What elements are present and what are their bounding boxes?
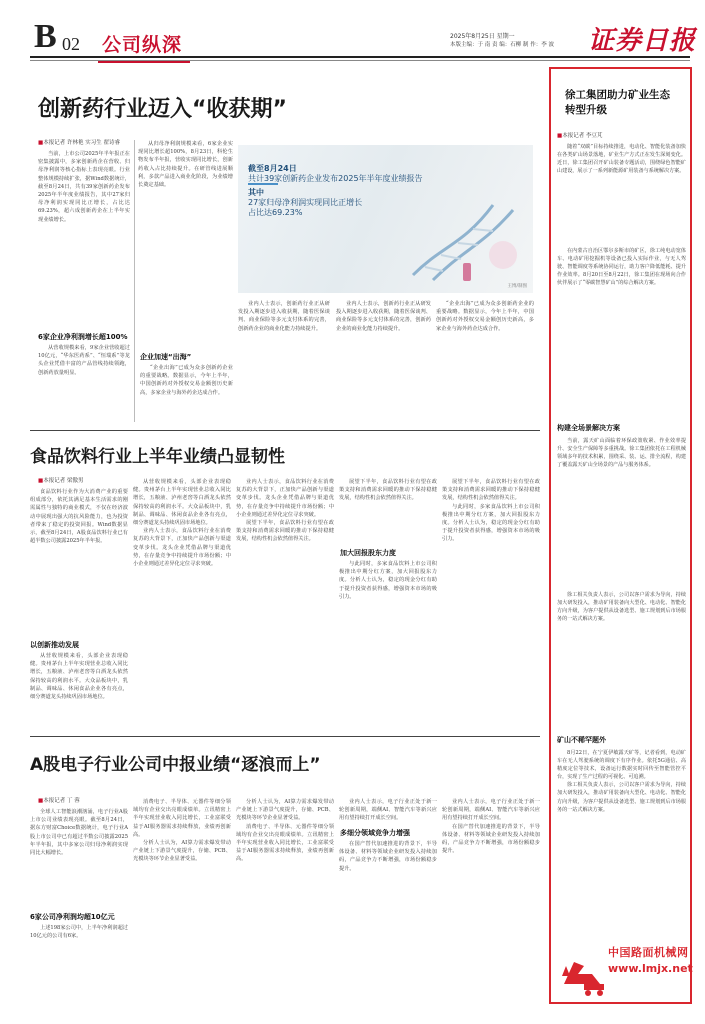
sidebar-subhead-2: 矿山不稀罕题外 (557, 736, 606, 744)
feature-line-4: 27家归母净利润实现同比正增长 (248, 198, 363, 207)
article3-subhead-2: 多细分领域竞争力增强 (340, 829, 410, 837)
article-divider (30, 430, 540, 431)
article2-column-3 (236, 478, 334, 728)
article1-column-1 (38, 150, 130, 328)
masthead-rule (30, 56, 690, 58)
article2-column-5 (442, 478, 540, 728)
article1-column-2b (238, 300, 330, 345)
article2-col2-text: 从营收规模来看，头部企业表现稳健。贵州茅台上半年实现营业总收入同比增长，五粮液、泸州老窖等白酒龙头依然保持较高的利润水平。大众品板块中，乳制品、调味品、休闲食品企业各有亮点，细分赛道龙头持续巩固市场地位。 (133, 479, 231, 527)
article2-column-4 (339, 560, 437, 728)
article2-col5-text: 展望下半年，食品饮料行业有望在政策支持和消费需求回暖的推动下保持稳健发展，结构性机会依然值得关注。 (442, 479, 540, 502)
column-divider (134, 140, 135, 422)
sidebar-title-line-1: 徐工集团助力矿业生态 (565, 89, 670, 101)
article2-subhead-2: 加大回报股东力度 (340, 549, 396, 557)
article2-col1-text: 食品饮料行业作为大消费产业的重要组成部分，依托其满足基本生活需求的刚需属性与独特的商业模式，不仅在经济波动中展现出强大的抗风险能力，也为投资者带来了稳定的投资回报。Wind数据显示，截至8月24日，A股食品饮料行业已有超半数公司披露2025年半年报。 (30, 489, 128, 545)
article2-subhead-1: 以创新推动发展 (30, 641, 79, 649)
article3-col2b-text: 分析人士认为，AI算力需求爆发带动产业链上下游景气度提升，存储、PCB、光模块等环节企业显著受益。 (133, 840, 231, 863)
article3-col1b-text: 上述198家公司中，上半年净利润超过10亿元的公司有6家。 (30, 925, 128, 940)
sidebar-byline: ■本报记者 李豆芃 (557, 133, 603, 139)
sidebar-body-4 (557, 591, 686, 731)
article1-col1-text: 当前，上市公司2025年半年报正在密集披露中，多家创新药企在营收、归母净利润等核心指标上表现亮眼。行业整体规模持续扩张，据Wind数据统计，截至8月24日，共有39家创新药企发布2025年半年度业绩报告，其中27家归母净利润实现同比正增长，占比达69.23%，超六成创新药企在上半年实现业绩增长。 (38, 151, 130, 223)
article3-column-4 (339, 840, 437, 1014)
watermark-name: 中国路面机械网 (608, 946, 689, 959)
article1-subhead-2: 企业加速“出海” (140, 353, 192, 361)
article3-byline: ■本报记者 丁 蓉 (38, 798, 80, 804)
sidebar-byline-text: 本报记者 李豆芃 (562, 133, 603, 139)
article3-column-5 (442, 798, 540, 1014)
article3-col3-text: 分析人士认为，AI算力需求爆发带动产业链上下游景气度提升，存储、PCB、光模块等环节企业显著受益。 (236, 799, 334, 822)
article2-column-1 (30, 488, 128, 633)
page-letter: B (34, 18, 57, 55)
sidebar-subhead-1: 构建全场景解决方案 (557, 424, 620, 432)
masthead-rule-thin (30, 60, 690, 61)
article1-column-3 (336, 300, 431, 420)
article3-col2-text: 消费电子、半导体、元器件等细分领域均有企业交出亮眼成绩单。立讯精密上半年实现营业收入同比增长，工业富联受益于AI服务器需求持续释放，业绩再创新高。 (133, 799, 231, 838)
article3-headline: A股电子行业公司中报业绩“逐浪而上” (30, 755, 321, 775)
article1-byline-text: 本报记者 许林艳 实习生 翟诗睿 (43, 140, 120, 146)
article2-col2b-text: 业内人士表示，食品饮料行业在消费复苏的大背景下，正加快产品创新与渠道变革步伐。龙头企业凭借品牌与渠道优势，在存量竞争中持续提升市场份额；中小企业则通过差异化定位寻求突破。 (133, 528, 231, 568)
article-divider-2 (30, 736, 540, 737)
article2-col4a-text: 展望下半年，食品饮料行业有望在政策支持和消费需求回暖的推动下保持稳健发展，结构性机会依然值得关注。 (339, 479, 437, 502)
article1-subhead-1: 6家企业净利润增长超100% (38, 333, 128, 341)
article1-col3-text: 业内人士表示，创新药行业正从研发投入期逐步进入收获期，随着医保谈判、商业保险等多元支付体系的完善，创新药企业的商业化能力持续提升。 (336, 301, 431, 332)
sidebar-body-3 (557, 437, 686, 587)
sidebar-body4-text: 徐工相关负责人表示，公司以客户需求为导向，持续加大研发投入，推动矿用装备向大型化、电动化、智能化方向升级，为客户提供从设备选型、施工规划到后市场服务的一站式解决方案。 (557, 592, 686, 623)
article1-headline: 创新药行业迈入“收获期” (38, 97, 287, 122)
article3-byline-text: 本报记者 丁 蓉 (43, 798, 80, 804)
issue-date: 2025年8月25日 星期一 (450, 33, 515, 40)
article3-column-2 (133, 798, 231, 1014)
page-number: 02 (62, 34, 80, 54)
article2-headline: 食品饮料行业上半年业绩凸显韧性 (30, 447, 285, 467)
article3-col4-text: 在国产替代加速推进的背景下，半导体设备、材料等领域企业研发投入持续加码，产品竞争力不断增强，市场份额稳步提升。 (339, 841, 437, 872)
sidebar-body-2 (557, 247, 686, 417)
article2-byline-text: 本报记者 梁傲男 (43, 478, 84, 484)
watermark-url: www.lmjx.net (608, 962, 693, 975)
sidebar-body-5 (557, 749, 686, 939)
article2-col4-text: 与此同时，多家食品饮料上市公司积极推出中期分红方案，加大回报股东力度。分析人士认为，稳定的现金分红有助于提升投资者获得感，增强资本市场的吸引力。 (339, 561, 437, 600)
article1-column-2c (140, 364, 233, 420)
article3-col1-text: 全球人工智能浪潮汹涌，电子行业A股上市公司业绩表现亮眼。截至8月24日，据东方财富Choice数据统计，电子行业A股上市公司中已有超过半数公司披露2025年半年报，其中多家公司归母净利润实现同比大幅增长。 (30, 809, 128, 857)
article2-byline: ■本报记者 梁傲男 (38, 478, 84, 484)
article1-column-1b (38, 344, 130, 420)
feature-credit: 王博/制图 (507, 284, 527, 289)
article1-column-2 (138, 140, 233, 262)
article3-col3b-text: 消费电子、半导体、元器件等细分领域均有企业交出亮眼成绩单。立讯精密上半年实现营业收入同比增长，工业富联受益于AI服务器需求持续释放，业绩再创新高。 (236, 823, 334, 863)
feature-line-2: 共计39家创新药企业发布2025年半年度业绩报告 (248, 174, 423, 183)
article1-col2c-text: “企业出海”已成为众多创新药企业的重要战略。数据显示，今年上半年，中国创新药对外授权交易金额创历史新高，多家企业与海外药企达成合作。 (140, 365, 233, 396)
feature-line-1: 截至8月24日 (248, 164, 297, 173)
sidebar-body-1 (557, 143, 686, 243)
article2-col3-text: 业内人士表示，食品饮料行业在消费复苏的大背景下，正加快产品创新与渠道变革步伐。龙头企业凭借品牌与渠道优势，在存量竞争中持续提升市场份额；中小企业则通过差异化定位寻求突破。 (236, 479, 334, 518)
sidebar-body3-text: 当前，露天矿山面临着环保政策收紧、作业效率提升、安全生产保障等多重挑战。徐工集团依托在工程机械领域多年的技术积累，围绕采、装、运、排全流程，构建了覆盖露天矿山全场景的产品与服务体系。 (557, 438, 686, 469)
section-label: 公司纵深 (102, 30, 182, 57)
article1-col2b-text: 业内人士表示，创新药行业正从研发投入期逐步进入收获期，随着医保谈判、商业保险等多元支付体系的完善，创新药企业的商业化能力持续提升。 (238, 301, 330, 332)
article1-col1b-text: 从营收规模来看，9家企业营收超过10亿元，“华东医药系”、“恒瑞系”等龙头企业凭借丰富的产品管线持续领跑，创新药放量明显。 (38, 345, 130, 376)
article1-col2-text: 从归母净利润规模来看，6家企业实现同比增长超100%，8月23日，科伦生物发布半年报，营收实现同比增长，创新药收入占比持续提升。在研管线进展顺利，多款产品进入商业化阶段，为业绩增长奠定基础。 (138, 141, 233, 189)
feature-line-3: 其中 (248, 188, 264, 197)
sidebar-feature (549, 67, 692, 1004)
sidebar-body5-text: 8月22日，在宁夏伊敏露天矿等，记者看到，电动矿车在无人驾驶系统的调度下有序作业。依托5G通信、高精度定位等技术，设备运行数据实时回传至智能管控平台，实现了生产过程的可视化、可追溯。 (557, 750, 686, 781)
article2-column-2 (133, 478, 231, 728)
article3-column-3 (236, 798, 334, 1014)
article2-col1b-text: 从营收规模来看，头部企业表现稳健。贵州茅台上半年实现营业总收入同比增长，五粮液、泸州老窖等白酒龙头依然保持较高的利润水平。大众品板块中，乳制品、调味品、休闲食品企业各有亮点，细分赛道龙头持续巩固市场地位。 (30, 653, 128, 701)
feature-line-5: 占比达69.23% (248, 208, 303, 217)
sidebar-body1-text: 随着“双碳”目标持续推进，电动化、智能化装备加快在各类矿山场景落地，矿业生产方式正在发生深刻变化。近日，徐工集团召开矿山装备专题活动，围绕绿色智能矿山建设，展示了一系列新能源矿用装备与系统解决方案。 (557, 144, 686, 175)
article1-column-4 (436, 300, 534, 420)
sidebar-body5b-text: 徐工相关负责人表示，公司以客户需求为导向，持续加大研发投入，推动矿用装备向大型化、电动化、智能化方向升级，为客户提供从设备选型、施工规划到后市场服务的一站式解决方案。 (557, 782, 686, 813)
article2-column-1b (30, 652, 128, 728)
article2-col3b-text: 展望下半年，食品饮料行业有望在政策支持和消费需求回暖的推动下保持稳健发展，结构性机会依然值得关注。 (236, 520, 334, 543)
article2-column-4a (339, 478, 437, 544)
sidebar-body2-text: 在内蒙古自治区鄂尔多斯市的矿区，徐工纯电动宽体车、电动矿用挖掘机等设备已投入实际作业，与无人驾驶、智能调度等系统协同运行，助力客户降低能耗、提升作业效率。8月20日至8月22日，徐工集团在现场向合作伙伴展示了“零碳智慧矿山”的综合解决方案。 (557, 248, 686, 287)
feature-divider (248, 183, 278, 185)
article1-col4-text: “企业出海”已成为众多创新药企业的重要战略。数据显示，今年上半年，中国创新药对外授权交易金额创历史新高，多家企业与海外药企达成合作。 (436, 301, 534, 332)
feature-infographic (238, 145, 533, 293)
article1-byline: ■本报记者 许林艳 实习生 翟诗睿 (38, 140, 120, 146)
article3-col5b-text: 在国产替代加速推进的背景下，半导体设备、材料等领域企业研发投入持续加码，产品竞争力不断增强，市场份额稳步提升。 (442, 823, 540, 855)
newspaper-logo: 证券日报 (588, 26, 697, 56)
article3-column-1 (30, 808, 128, 908)
article3-col5-text: 业内人士表示，电子行业正处于新一轮创新周期，端侧AI、智能汽车等新兴应用有望持续打开成长空间。 (442, 799, 540, 822)
sidebar-title-line-2: 转型升级 (565, 104, 607, 116)
article2-col5b-text: 与此同时，多家食品饮料上市公司积极推出中期分红方案，加大回报股东力度。分析人士认为，稳定的现金分红有助于提升投资者获得感，增强资本市场的吸引力。 (442, 503, 540, 543)
dna-helix-icon (403, 185, 523, 285)
article3-column-4a (339, 798, 437, 824)
article3-col4a-text: 业内人士表示，电子行业正处于新一轮创新周期，端侧AI、智能汽车等新兴应用有望持续打开成长空间。 (339, 799, 437, 822)
article3-column-1b (30, 924, 128, 1014)
editors-credit: 本版主编：于 南 责 编：石柳 制 作：李 波 (450, 42, 554, 48)
article3-subhead-1: 6家公司净利润均超10亿元 (30, 913, 115, 921)
